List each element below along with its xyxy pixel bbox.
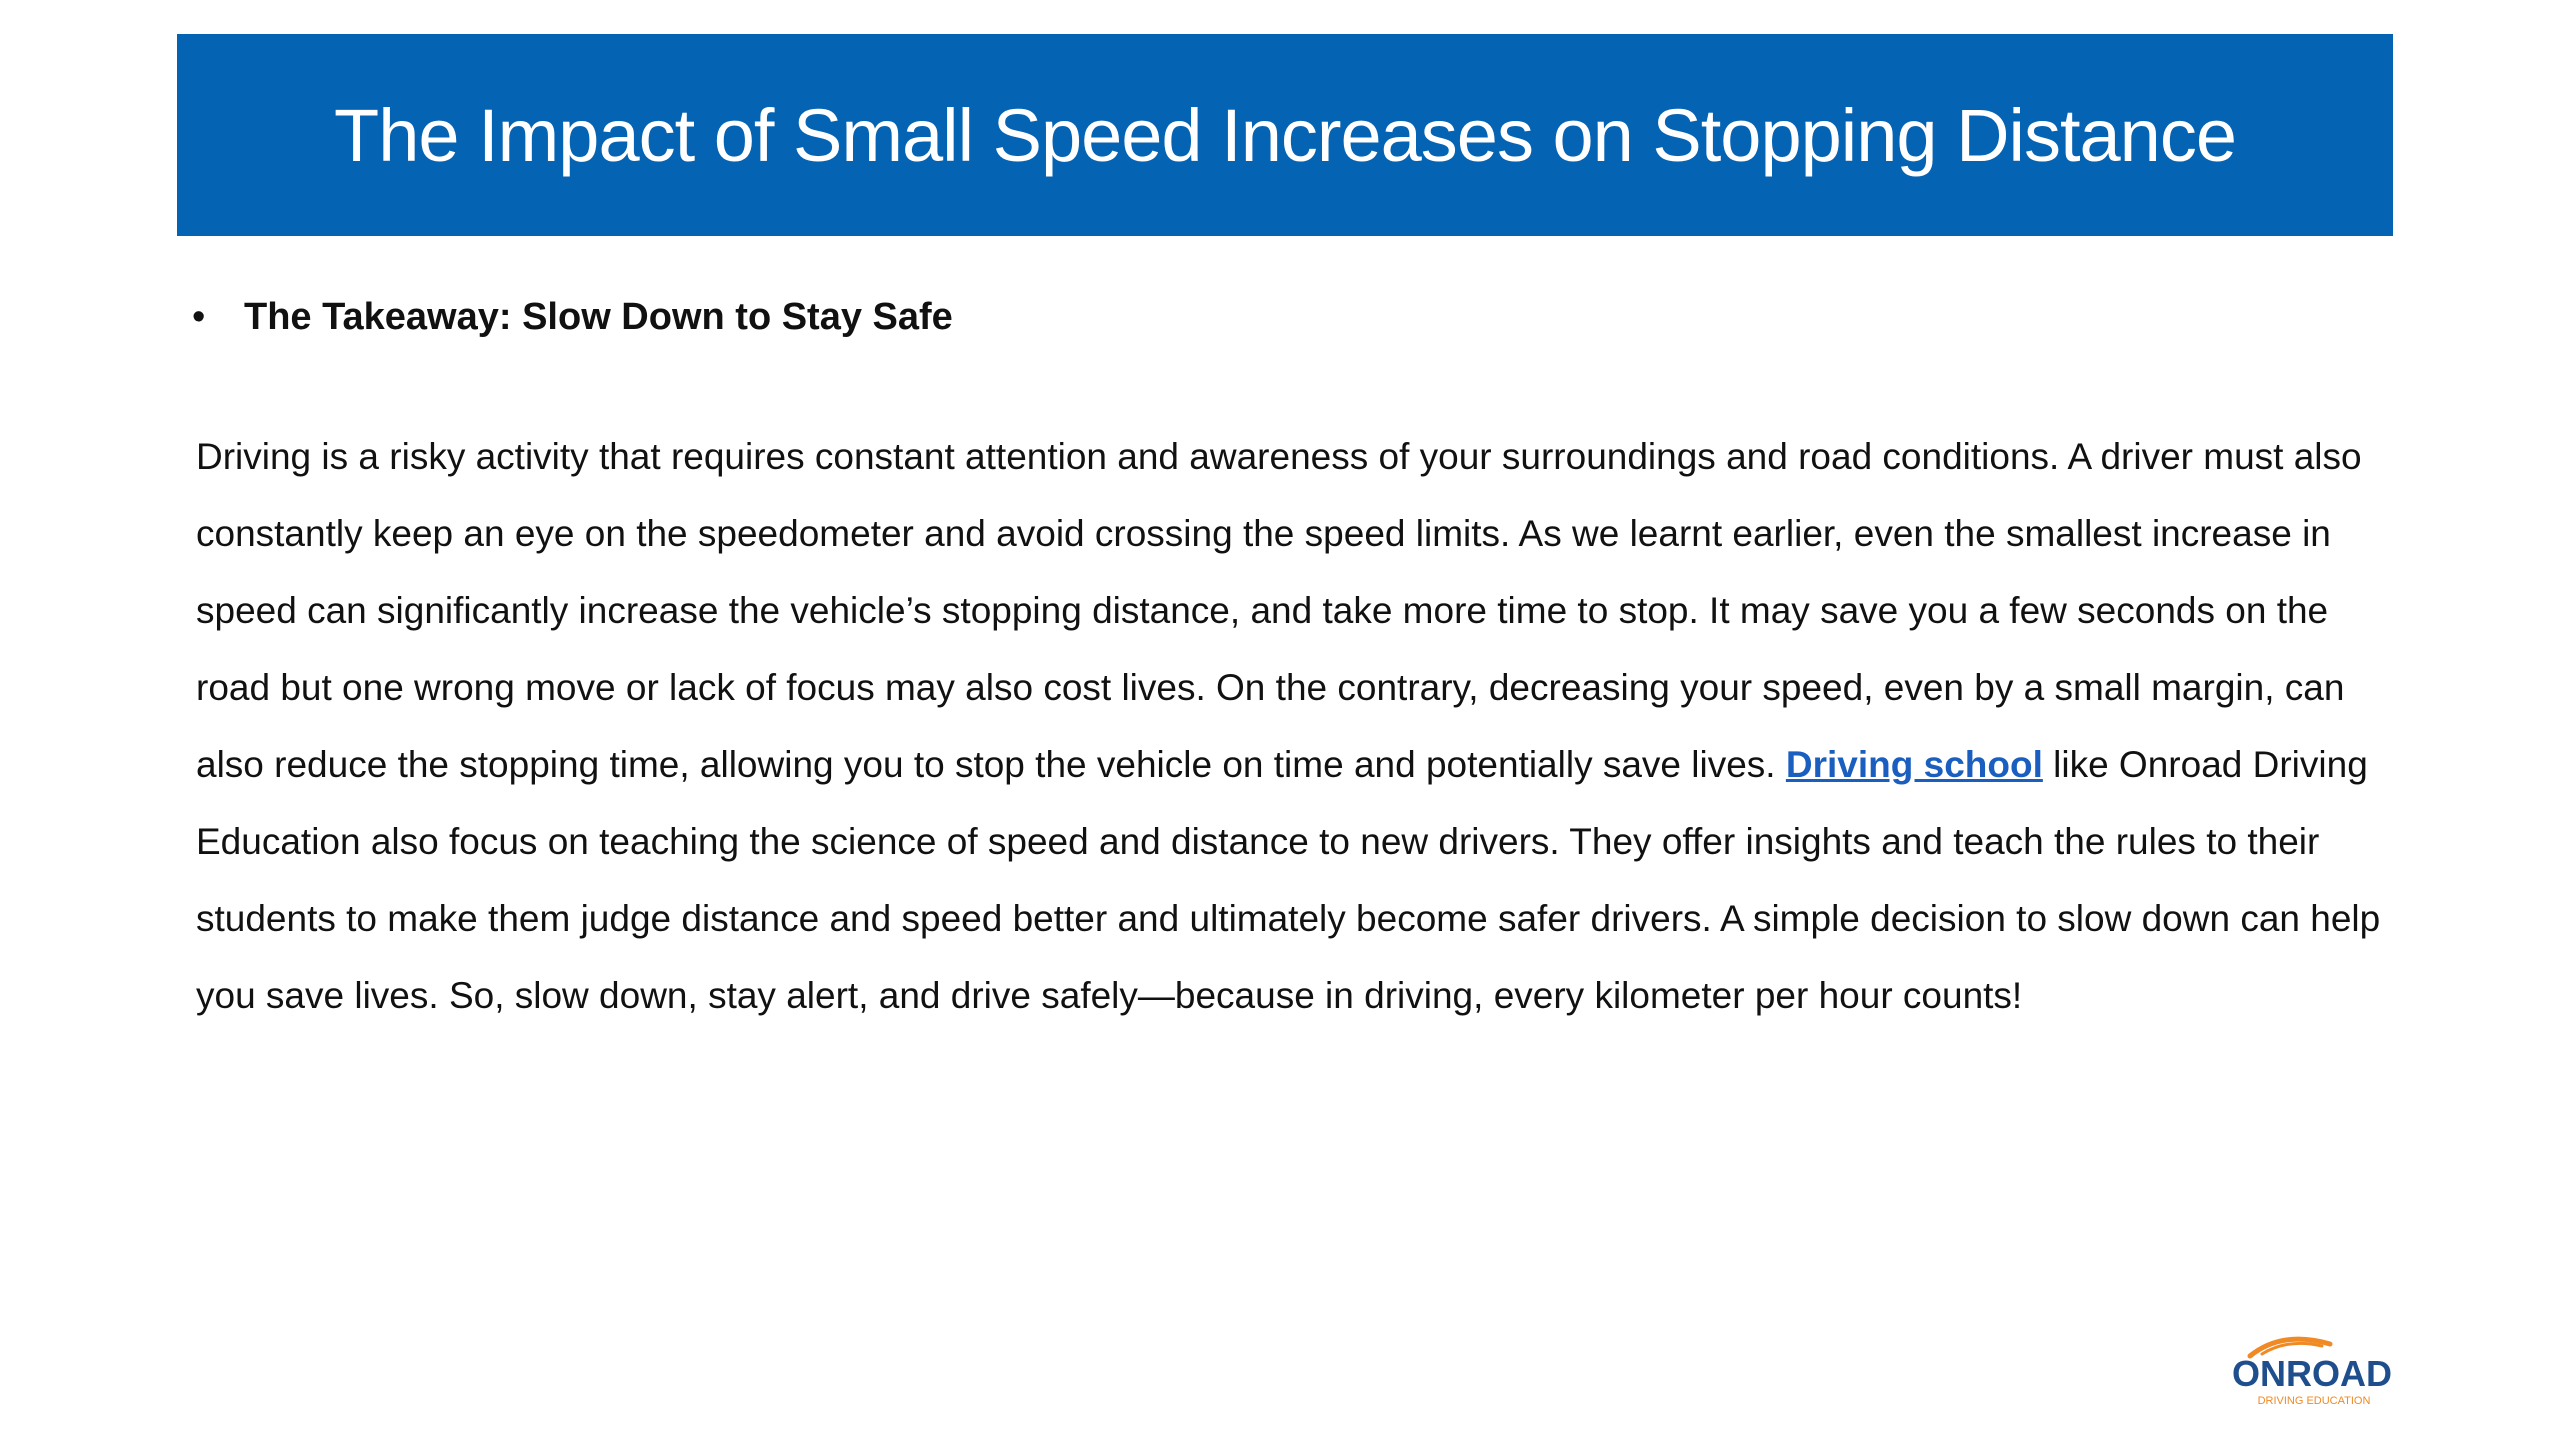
logo-tagline: DRIVING EDUCATION <box>2257 1395 2371 1407</box>
logo-name: ONROAD <box>2232 1353 2392 1394</box>
car-roof-arc-icon <box>2222 1330 2402 1410</box>
page-title: The Impact of Small Speed Increases on Stopping Distance <box>334 93 2236 177</box>
paragraph-text-end: like Onroad Driving Education also focus on teaching the science of speed and distance to new drivers. They offer insights and teach the rules to their students to make them judge distance and speed better and ultimately become safer drivers. A simple decision to slow down can help you save lives. So, slow down, stay alert, and drive safely—because in driving, every kilometer per hour counts! <box>196 744 2381 1016</box>
bullet-heading: The Takeaway: Slow Down to Stay Safe <box>244 296 953 338</box>
paragraph-text-start: Driving is a risky activity that requires constant attention and awareness of your surroundings and road conditions. A driver must also constantly keep an eye on the speedometer and avoid crossing the speed limits. As we learnt earlier, even the smallest increase in speed can significantly increase the vehicle’s stopping distance, and take more time to stop. It may save you a few seconds on the road but one wrong move or lack of focus may also cost lives. On the contrary, decreasing your speed, even by a small margin, can also reduce the stopping time, allowing you to stop the vehicle on time and potentially save lives. <box>196 436 2362 785</box>
bullet-item <box>192 296 953 339</box>
onroad-logo <box>2222 1330 2402 1410</box>
driving-school-link[interactable]: Driving school <box>1785 744 2043 785</box>
title-bar <box>177 34 2393 236</box>
bullet-icon: • <box>192 296 206 338</box>
body-paragraph <box>196 418 2396 1034</box>
